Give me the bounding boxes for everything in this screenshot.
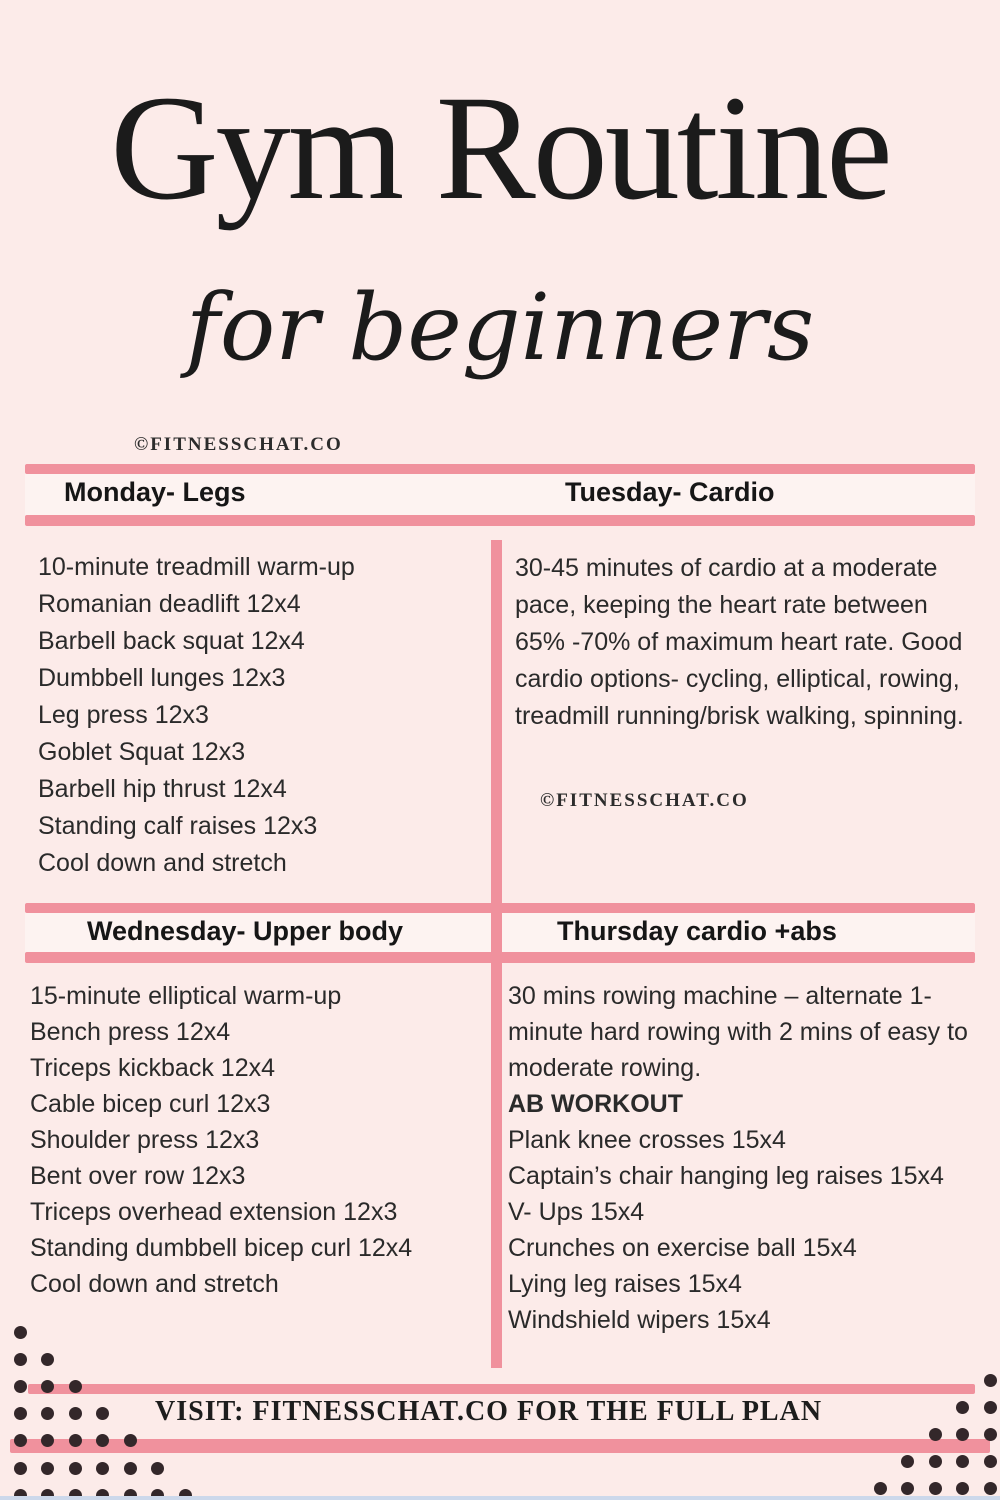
list-item: V- Ups 15x4	[508, 1198, 645, 1226]
dot	[14, 1407, 27, 1420]
dot	[984, 1482, 997, 1495]
dot	[41, 1353, 54, 1366]
list-item: Triceps kickback 12x4	[30, 1054, 275, 1082]
footer-text: VISIT: FITNESSCHAT.CO FOR THE FULL PLAN	[155, 1396, 823, 1427]
watermark: ©FITNESSCHAT.CO	[540, 790, 749, 811]
list-item: Lying leg raises 15x4	[508, 1270, 742, 1298]
dot	[874, 1482, 887, 1495]
page-title: Gym Routine	[110, 65, 890, 231]
list-item: Barbell back squat 12x4	[38, 627, 305, 655]
page-subtitle: for beginners	[185, 274, 815, 381]
wednesday-exercise-list	[30, 978, 492, 1302]
dot	[96, 1462, 109, 1475]
list-item: Cool down and stretch	[30, 1270, 279, 1298]
bottom-strip	[0, 1496, 1000, 1500]
watermark: ©FITNESSCHAT.CO	[134, 434, 343, 455]
list-item: Dumbbell lunges 12x3	[38, 664, 286, 692]
list-item: Standing calf raises 12x3	[38, 812, 318, 840]
list-item: Standing dumbbell bicep curl 12x4	[30, 1234, 413, 1262]
thursday-content	[508, 978, 970, 1338]
dot	[901, 1482, 914, 1495]
column-divider	[491, 540, 502, 1368]
list-item: Triceps overhead extension 12x3	[30, 1198, 398, 1226]
thursday-intro-text: 30 mins rowing machine – alternate 1-minute hard rowing with 2 mins of easy to moderate rowing.	[508, 982, 968, 1082]
list-item: Windshield wipers 15x4	[508, 1306, 771, 1334]
section-header-tuesday: Tuesday- Cardio	[565, 477, 775, 507]
divider-bar	[25, 515, 975, 526]
section-header-monday: Monday- Legs	[64, 477, 246, 507]
list-item: Captain’s chair hanging leg raises 15x4	[508, 1162, 944, 1190]
tuesday-cardio-text: 30-45 minutes of cardio at a moderate pace, keeping the heart rate between 65% -70% of maximum heart rate. Good cardio options- cycling, elliptical, rowing, treadmill running/brisk walking, spinning.	[515, 554, 964, 730]
list-item: Cable bicep curl 12x3	[30, 1090, 271, 1118]
thursday-exercise-list	[508, 1122, 970, 1338]
list-item: 10-minute treadmill warm-up	[38, 553, 355, 581]
dot	[96, 1407, 109, 1420]
monday-exercise-list	[38, 549, 490, 882]
dot	[69, 1407, 82, 1420]
list-item: Bent over row 12x3	[30, 1162, 246, 1190]
list-item: Leg press 12x3	[38, 701, 209, 729]
dot	[41, 1462, 54, 1475]
list-item: 15-minute elliptical warm-up	[30, 982, 342, 1010]
dot	[901, 1455, 914, 1468]
dot	[69, 1462, 82, 1475]
dot	[984, 1374, 997, 1387]
dot	[151, 1462, 164, 1475]
list-item: Plank knee crosses 15x4	[508, 1126, 786, 1154]
dot	[124, 1462, 137, 1475]
list-item: Crunches on exercise ball 15x4	[508, 1234, 857, 1262]
ab-workout-heading: AB WORKOUT	[508, 1090, 683, 1118]
dot	[956, 1455, 969, 1468]
section-header-wednesday: Wednesday- Upper body	[87, 916, 404, 946]
list-item: Barbell hip thrust 12x4	[38, 775, 287, 803]
dot	[956, 1482, 969, 1495]
dot	[929, 1455, 942, 1468]
list-item: Shoulder press 12x3	[30, 1126, 260, 1154]
dot	[984, 1455, 997, 1468]
dot	[929, 1482, 942, 1495]
list-item: Goblet Squat 12x3	[38, 738, 246, 766]
section-header-thursday: Thursday cardio +abs	[557, 916, 837, 946]
dot	[984, 1401, 997, 1414]
dot	[14, 1326, 27, 1339]
list-item: Bench press 12x4	[30, 1018, 231, 1046]
dot	[14, 1380, 27, 1393]
list-item: Cool down and stretch	[38, 849, 287, 877]
list-item: Romanian deadlift 12x4	[38, 590, 301, 618]
dot	[14, 1353, 27, 1366]
dot	[956, 1401, 969, 1414]
divider-bar	[25, 464, 975, 474]
footer-divider-bar	[10, 1439, 990, 1453]
dot	[41, 1407, 54, 1420]
footer-divider-bar	[28, 1384, 975, 1394]
dot	[14, 1462, 27, 1475]
